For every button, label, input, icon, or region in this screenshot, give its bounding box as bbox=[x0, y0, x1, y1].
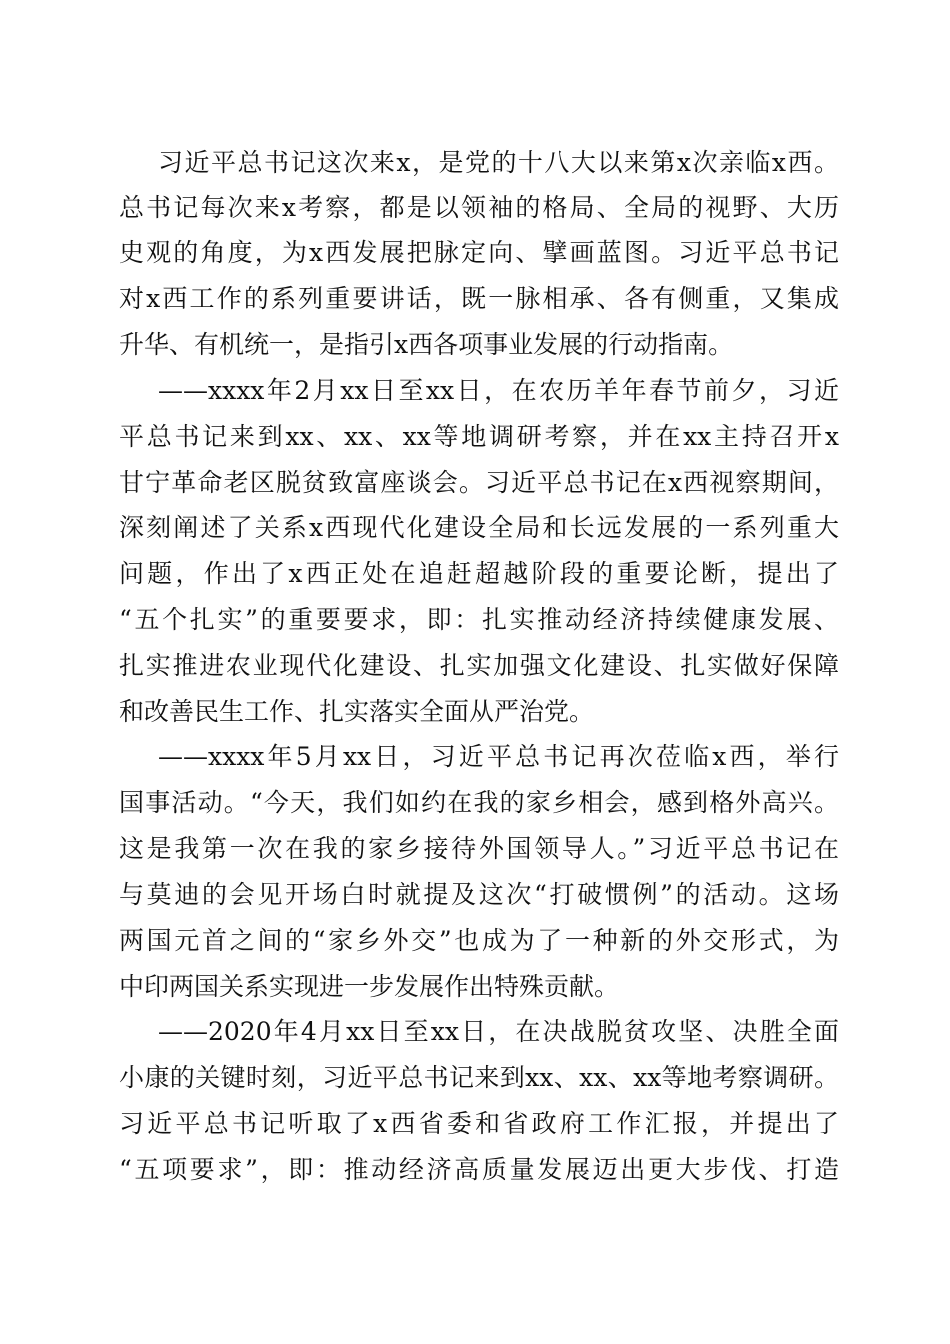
text-line: 扎实推进农业现代化建设、扎实加强文化建设、扎实做好保障 bbox=[119, 651, 839, 680]
text-line: 两国元首之间的“家乡外交”也成为了一种新的外交形式，为 bbox=[119, 926, 839, 955]
text-line: 习近平总书记听取了x西省委和省政府工作汇报，并提出了 bbox=[119, 1109, 839, 1138]
text-line: 国事活动。“今天，我们如约在我的家乡相会，感到格外高兴。 bbox=[119, 788, 839, 817]
text-line: 中印两国关系实现进一步发展作出特殊贡献。 bbox=[119, 972, 620, 1001]
text-line: 和改善民生工作、扎实落实全面从严治党。 bbox=[119, 697, 595, 726]
text-line: “五项要求”，即：推动经济高质量发展迈出更大步伐、打造 bbox=[119, 1155, 839, 1184]
text-line: 升华、有机统一，是指引x西各项事业发展的行动指南。 bbox=[119, 330, 734, 359]
text-line: 平总书记来到xx、xx、xx等地调研考察，并在xx主持召开x bbox=[119, 422, 839, 451]
text-line: ——xxxx年5月xx日，习近平总书记再次莅临x西，举行 bbox=[158, 742, 839, 771]
text-line: 深刻阐述了关系x西现代化建设全局和长远发展的一系列重大 bbox=[119, 513, 839, 542]
text-line: 甘宁革命老区脱贫致富座谈会。习近平总书记在x西视察期间， bbox=[119, 468, 839, 497]
text-line: ——xxxx年2月xx日至xx日，在农历羊年春节前夕，习近 bbox=[158, 376, 839, 405]
text-line: 习近平总书记这次来x，是党的十八大以来第x次亲临x西。 bbox=[158, 148, 839, 177]
text-line: ——2020年4月xx日至xx日，在决战脱贫攻坚、决胜全面 bbox=[158, 1017, 839, 1046]
text-line: 这是我第一次在我的家乡接待外国领导人。”习近平总书记在 bbox=[119, 834, 839, 863]
text-line: 小康的关键时刻，习近平总书记来到xx、xx、xx等地考察调研。 bbox=[119, 1063, 839, 1092]
text-line: 对x西工作的系列重要讲话，既一脉相承、各有侧重，又集成 bbox=[119, 284, 839, 313]
text-line: “五个扎实”的重要要求，即：扎实推动经济持续健康发展、 bbox=[119, 605, 839, 634]
text-line: 总书记每次来x考察，都是以领袖的格局、全局的视野、大历 bbox=[119, 193, 839, 222]
text-line: 问题，作出了x西正处在追赶超越阶段的重要论断，提出了 bbox=[119, 559, 839, 588]
text-line: 与莫迪的会见开场白时就提及这次“打破惯例”的活动。这场 bbox=[119, 880, 839, 909]
text-line: 史观的角度，为x西发展把脉定向、擘画蓝图。习近平总书记 bbox=[119, 238, 839, 267]
